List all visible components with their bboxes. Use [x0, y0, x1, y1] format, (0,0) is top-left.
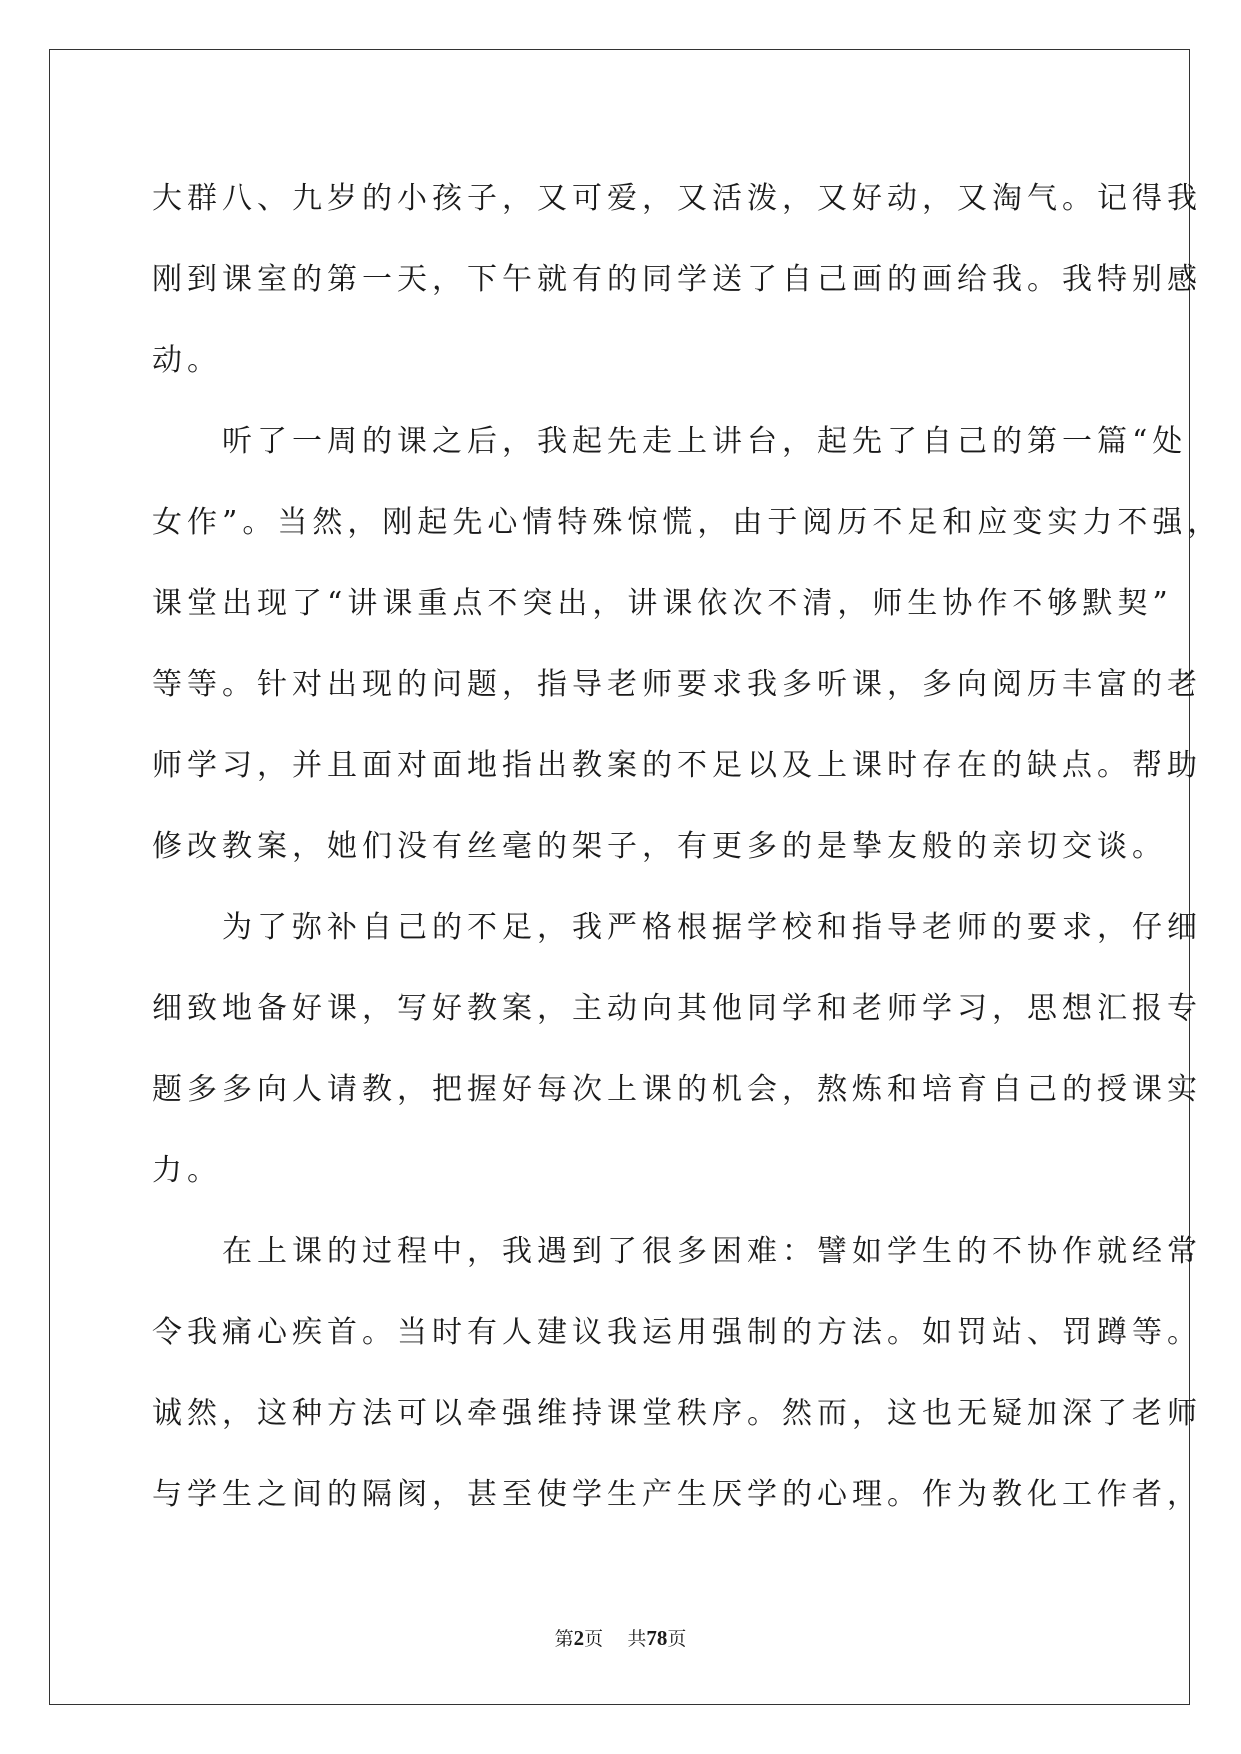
text-line: 细致地备好课，写好教案，主动向其他同学和老师学习，思想汇报专 — [152, 991, 1202, 1026]
total-pages: 78 — [646, 1626, 668, 1650]
text-line: 听了一周的课之后，我起先走上讲台，起先了自己的第一篇“处 — [152, 424, 1188, 459]
text-line: 题多多向人请教，把握好每次上课的机会，熬炼和培育自己的授课实 — [152, 1072, 1202, 1107]
footer-total-prefix: 共 — [627, 1628, 647, 1650]
text-line: 与学生之间的隔阂，甚至使学生产生厌学的心理。作为教化工作者， — [152, 1477, 1202, 1512]
text-line: 刚到课室的第一天，下午就有的同学送了自己画的画给我。我特别感 — [152, 262, 1202, 297]
page-footer — [0, 1624, 1241, 1651]
text-line: 诚然，这种方法可以牵强维持课堂秩序。然而，这也无疑加深了老师 — [152, 1396, 1202, 1431]
text-line: 师学习，并且面对面地指出教案的不足以及上课时存在的缺点。帮助 — [152, 748, 1202, 783]
text-line: 等等。针对出现的问题，指导老师要求我多听课，多向阅历丰富的老 — [152, 667, 1202, 702]
text-line: 在上课的过程中，我遇到了很多困难：譬如学生的不协作就经常 — [152, 1234, 1202, 1269]
page-number: 2 — [573, 1626, 585, 1650]
footer-total-unit: 页 — [667, 1628, 687, 1650]
text-line: 大群八、九岁的小孩子，又可爱，又活泼，又好动，又淘气。记得我 — [152, 181, 1202, 216]
text-line: 动。 — [152, 343, 222, 378]
footer-page-unit: 页 — [584, 1628, 604, 1650]
footer-prefix: 第 — [554, 1628, 574, 1650]
text-line: 为了弥补自己的不足，我严格根据学校和指导老师的要求，仔细 — [152, 910, 1202, 945]
text-line: 女作”。当然，刚起先心情特殊惊慌，由于阅历不足和应变实力不强， — [152, 505, 1223, 540]
text-line: 力。 — [152, 1153, 222, 1188]
body-text — [152, 158, 1223, 1535]
text-line: 课堂出现了“讲课重点不突出，讲课依次不清，师生协作不够默契” — [152, 586, 1173, 621]
text-line: 令我痛心疾首。当时有人建议我运用强制的方法。如罚站、罚蹲等。 — [152, 1315, 1202, 1350]
text-line: 修改教案，她们没有丝毫的架子，有更多的是挚友般的亲切交谈。 — [152, 829, 1167, 864]
